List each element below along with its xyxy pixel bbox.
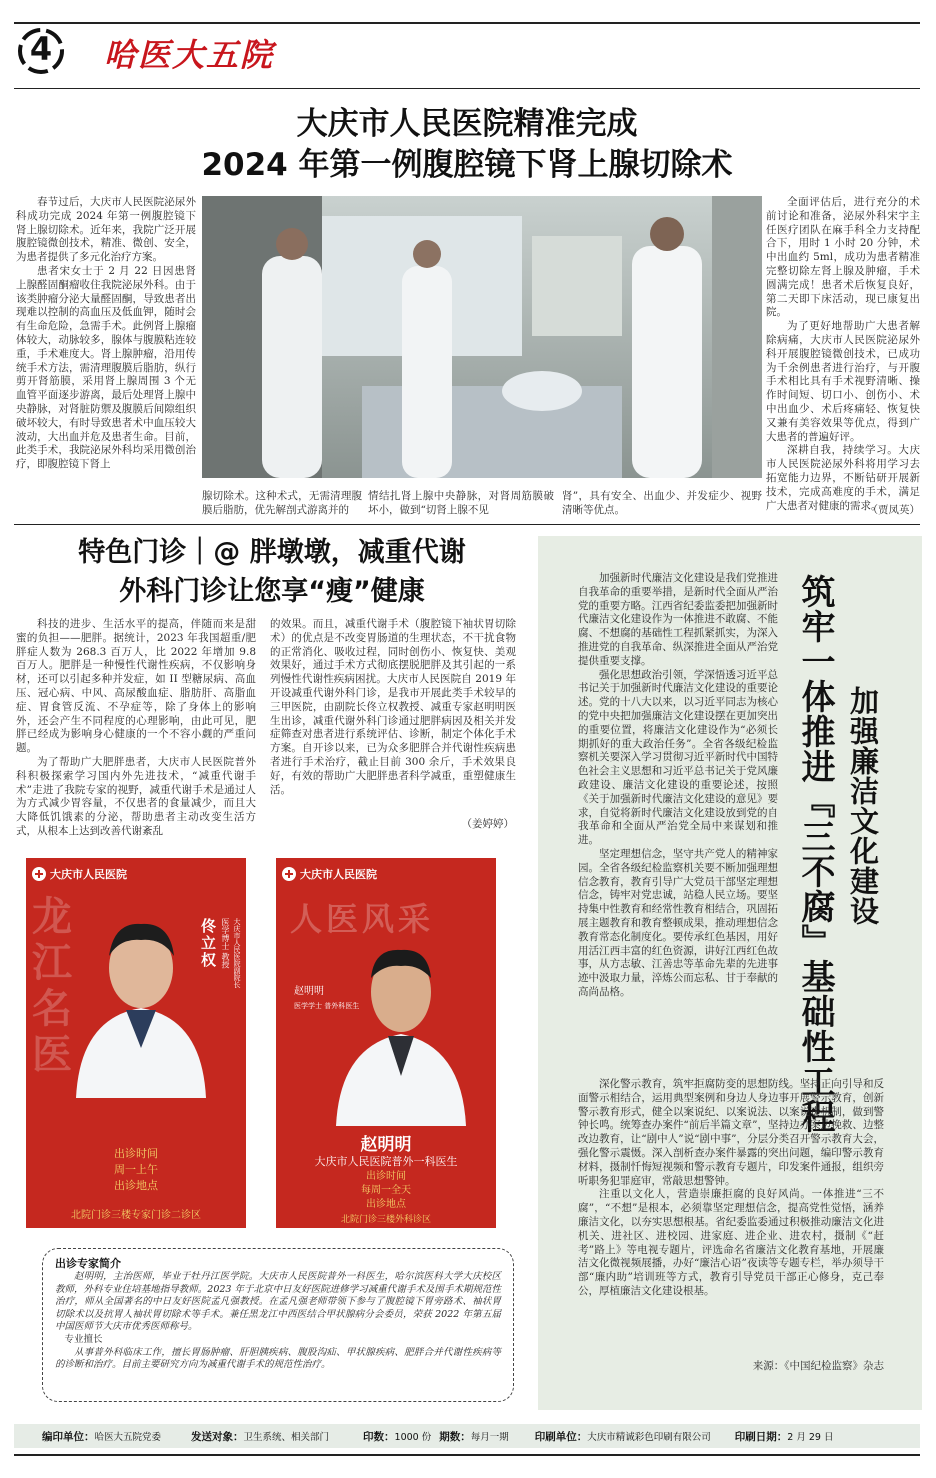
article3-paragraph: 强化思想政治引领，学深悟透习近平总书记关于加强新时代廉洁文化建设的重要论述。党的十八大以来，以习近平同志为核心的党中央把加强廉洁文化建设摆在更加突出的重要位置，将廉洁文化建设作为“必须长期抓好的重大政治任务”。全省各级纪检监察机关要深入学习贯彻习近平新时代中国特色社会主义思想和习近平总书记关于党风廉政建设、廉洁文化建设的重要论述，按照《关于加强新时代廉洁文化建设的意见》要求，自觉将新时代廉洁文化建设放到党的自我革命和全面从严治党全局中来谋划和推进。	[578, 668, 778, 847]
article3-headline-main: 筑牢一体推进『三不腐』基础性工程	[795, 574, 835, 1134]
article1-headline-line1: 大庆市人民医院精准完成	[296, 106, 638, 142]
article1-paragraph: 深耕自我，持续学习。大庆市人民医院泌尿外科将用学习去拓宽能力边界，不断钻研开展新技术，完成高难度的手术，满足广大患者对健康的需求。	[766, 444, 920, 512]
article3-headline-sub: 加强廉洁文化建设	[846, 686, 880, 926]
article1-headline	[14, 104, 920, 186]
page-number-badge	[18, 28, 64, 74]
article3-paragraph: 加强新时代廉洁文化建设是我们党推进自我革命的重要举措，是新时代全面从严治党的重要方略。江西省纪委监委把加强新时代廉洁文化建设作为一体推进不敢腐、不能腐、不想腐的基础性工程抓紧抓实，为深入推进党的自我革命、纵深推进全面从严治党提供重要支撑。	[578, 572, 778, 667]
expert-intro-box	[42, 1248, 514, 1402]
hospital-cross-icon	[282, 867, 296, 881]
poster-hospital-logo	[32, 866, 127, 882]
doctor-portrait-icon	[326, 916, 476, 1126]
footer-copies-value: 1000 份	[394, 1432, 432, 1443]
article1-photo	[202, 196, 762, 478]
footer-issue-label: 期数：	[439, 1430, 471, 1443]
article2-paragraph: 的效果。而且，减重代谢手术（腹腔镜下袖状胃切除术）的优点是不改变胃肠道的生理状态，不干扰食物的正常消化、吸收过程，同时创伤小、恢复快、美观效果好，通过手术方式彻底摆脱肥胖及其引起的一系列慢性代谢性疾病困扰。大庆市人民医院自 2019 年开设减重代谢外科门诊，是我市开展此类手术较早的三甲医院，由副院长佟立权教授、减重专家赵明明医生出诊，减重代谢外科门诊通过肥胖病因及相关并发症筛查对患者进行系统评估、诊断，制定个体化手术方案。自开诊以来，已为众多肥胖合并代谢性疾病患者进行手术治疗，截止目前 300 余斤，手术效果良好，有效的帮助广大肥胖患者科学减重，重塑健康生活。	[270, 618, 516, 796]
article2-headline-line1: 特色门诊｜@ 胖墩墩，减重代谢	[78, 537, 466, 568]
footer-target-label: 发送对象：	[191, 1430, 244, 1443]
article1-left-column	[16, 196, 196, 520]
poster-name-tag: 赵明明 医学学士 普外科医生	[294, 986, 360, 1010]
article1-paragraph: 春节过后，大庆市人民医院泌尿外科成功完成 2024 年第一例腹腔镜下肾上腺切除术。近年来，我院广泛开展腹腔镜微创技术，精准、微创、安全，为患者提供了多元化治疗方案。	[16, 196, 196, 264]
article2-paragraph: 科技的进步、生活水平的提高，伴随而来是甜蜜的负担——肥胖。据统计，2023 年我国超重/肥胖症人数为 268.3 百万人，比 2022 年增加 9.8 百万人。肥胖是一种慢性代谢性疾病，不仅影响身材，还可以引起多种并发症，如 II 型糖尿病、高血压、冠心病、中风、高尿酸血症、脂肪肝、高脂血症、胃食管反流、不孕症等，除了身体上的影响外，还会产生不同程度的心理影响，由此可见，肥胖已经成为影响身心健康的一个不容小觑的严重问题。	[16, 618, 256, 755]
poster-name-block	[198, 918, 220, 969]
article1-caption-col-c: 肾”，具有安全、出血少、并发症少、视野清晰等优点。	[562, 490, 762, 516]
article2-paragraph: 为了帮助广大肥胖患者，大庆市人民医院普外科积极探索学习国内外先进技术，“减重代谢手术”走进了我院专家的视野，减重代谢手术是通过人为方式减少胃容量，不仅患者的食量减少，而且大大降低饥饿素的分泌，帮助患者主动改变生活方式，从根本上达到改善代谢紊乱	[16, 755, 256, 837]
paper-name: 哈医大五院	[104, 36, 275, 74]
poster-bg-text: 龙江名医	[32, 894, 72, 1078]
footer-bottom-rule	[14, 1454, 920, 1456]
article3-paragraph: 注重以文化人，营造崇廉拒腐的良好风尚。一体推进“三不腐”，“不想”是根本，必须靠坚定理想信念，提高党性觉悟，涵养廉洁文化，以夯实思想根基。省纪委监委通过积极推动廉洁文化进机关、进社区、进校园、进家庭、进企业、进农村，摄制《“赶考”路上》等电视专题片，评选命名省廉洁文化教育基地，开展廉洁文化微视频展播，办好“廉洁心语”夜读等专题专栏，举办须导干部“廉内助”培训班等方式，教育引导党员干部正心修身，克己奉公，厚植廉洁文化建设根基。	[578, 1188, 884, 1297]
article1-author: （贾凤英）	[867, 504, 920, 516]
expert-intro-specialty: 从事普外科临床工作，擅长胃肠肿瘤、肝胆胰疾病、腹股沟疝、甲状腺疾病、肥胖合并代谢性疾病等的诊断和治疗。目前主要研究方向为减重代谢手术的规范性治疗。	[55, 1346, 501, 1371]
doctor-portrait-1	[66, 898, 216, 1098]
article1-paragraph: 患者宋女士于 2 月 22 日因患肾上腺醛固酮瘤收住我院泌尿外科。由于该类肿瘤分泌大量醛固酮，导致患者出现难以控制的高血压及低血钾，随时会有生命危险，急需手术。此例肾上腺瘤体较大，动脉较多，腺体与腹膜粘连较重，手术难度大。肾上腺肿瘤，沿用传统手术方法，需清理腹膜后脂肪，纵行剪开肾筋膜，采用肾上腺周围 3 个无血管平面逐步游离，最后处理肾上腺中央静脉，对肾脏防禦及腹膜后间隙组织破坏较大，有时导致患者术中血压较大波动，大出血并危及患者生命。目前，此类手术，我院泌尿外科均采用微创治疗，即腹腔镜下肾上	[16, 264, 196, 471]
article3-paragraph: 深化警示教育，筑牢拒腐防变的思想防线。坚持正向引导和反面警示相结合，运用典型案例和身边人身边事开展警示教育，创新警示教育形式，健全以案说纪、以案说法、以案说责机制，做到警钟长鸣。统筹查办案件“前后半篇文章”，坚持边办案边挽救、边整改边教育，让“剧中人”说“剧中事”，分层分类召开警示教育大会，强化警示震慑。深入剖析查办案件暴露的突出问题，编印警示教育材料，摄制忏悔短视频和警示教育专题片，印发案件通报，组织旁听职务犯罪庭审，常敲思想警钟。	[578, 1078, 884, 1187]
article1-caption-col-b: 情结扎肾上腺中央静脉，对肾周筋膜破坏小，做到“切肾上腺不见	[368, 490, 554, 516]
poster-doctor-title: 大庆市人民医院普外一科医生	[314, 1155, 458, 1168]
poster-location: 北院门诊三楼专家门诊二诊区	[71, 1210, 201, 1221]
article2-column-1	[16, 618, 256, 844]
footer-target-value: 卫生系统、相关部门	[243, 1432, 330, 1443]
footer-printer-label: 印刷单位：	[534, 1430, 588, 1443]
article3-paragraph: 坚定理想信念，坚守共产党人的精神家园。全省各级纪检监察机关要不断加强理想信念教育，教育引导广大党员干部坚定理想信念，铸牢对党忠诚，站稳人民立场。要坚持集中性教育和经常性教育相结合，巩固拓展主题教育和教育整顿成果，推动理想信念教育常态化制度化。要传承红色基因，用好用活江西丰富的红色资源，讲好江西红色故事，从方志敏、江善忠等革命先辈的先进事迹中汲取力量，淬炼公而忘私、甘于奉献的高尚品格。	[578, 847, 778, 998]
poster-hospital-name: 大庆市人民医院	[300, 868, 377, 881]
expert-intro-title: 出诊专家简介	[55, 1257, 121, 1270]
doctor-portrait-icon	[66, 898, 216, 1098]
poster-schedule: 出诊时间 周一上午 出诊地点	[114, 1147, 158, 1192]
footer-bar	[14, 1424, 920, 1448]
footer-copies-label: 印数：	[363, 1430, 395, 1443]
poster-title-line-2-wrap	[232, 918, 246, 988]
poster-bg-text: 人医风采	[290, 900, 435, 938]
article1-caption-col-a: 腺切除术。这种术式，无需清理腹膜后脂肪，优先解剖式游离并的	[202, 490, 362, 516]
article1-headline-line2: 2024 年第一例腹腔镜下肾上腺切除术	[201, 147, 733, 183]
expert-intro-bio: 赵明明，主治医师，毕业于牡丹江医学院。大庆市人民医院普外一科医生，哈尔滨医科大学大庆校区教师，外科专业住培基地指导教师。2023 年于北京中日友好医院进修学习减重代谢手术及围手术期规范性治疗，师从全国著名的中日友好医院孟凡强教授。在孟凡强老师带领下参与了腹腔镜下胃旁路术、袖状胃切除术以及抗胃人袖状胃切除术等手术。兼任黑龙江中西医结合甲状腺病分会委员，荣获 2022 年第五届中国医师节大庆市优秀医师称号。	[55, 1271, 501, 1333]
article2-column-2	[270, 618, 516, 814]
doctor-poster-2	[276, 858, 496, 1228]
poster-title-line: 医学博士 教授	[221, 918, 230, 969]
page-number: 4	[29, 30, 53, 68]
section-divider	[14, 524, 920, 525]
article2-headline-line2: 外科门诊让您享“瘦”健康	[119, 576, 425, 607]
article1-paragraph: 全面评估后，进行充分的术前讨论和准备，泌尿外科宋宇主任医疗团队在麻手科全力支持配合下，用时 1 小时 20 分钟，术中出血约 5ml，成功为患者精准完整切除左肾上腺及肿瘤，手术圆满完成！患者术后恢复良好，第二天即下床活动，现已康复出院。	[766, 196, 920, 319]
poster-title-line: 大庆市人民医院副院长	[233, 918, 241, 988]
doctor-portrait-2	[326, 916, 476, 1126]
footer-date-value: 2 月 29 日	[787, 1432, 834, 1443]
poster-doctor-name: 赵明明	[360, 1135, 412, 1155]
footer-printer-value: 大庆市精诚彩色印刷有限公司	[587, 1432, 711, 1443]
article3-source: 来源：《中国纪检监察》杂志	[752, 1360, 884, 1372]
article3-bottom-text	[578, 1078, 884, 1340]
poster-location: 北院门诊三楼外科诊区	[340, 1215, 431, 1225]
footer-editor-label: 编印单位：	[42, 1430, 95, 1443]
footer-date-label: 印刷日期：	[734, 1430, 788, 1443]
poster-schedule: 出诊时间 每周一全天 出诊地点	[361, 1171, 411, 1210]
poster-doctor-name: 佟立权	[199, 918, 217, 969]
footer-issue-value: 每月一期	[470, 1432, 509, 1443]
poster-hospital-logo	[282, 866, 377, 882]
article2-author: （姜婷婷）	[461, 818, 514, 830]
expert-intro-subtitle: 专业擅长	[64, 1333, 103, 1345]
poster-hospital-name: 大庆市人民医院	[50, 868, 127, 881]
article2-headline	[14, 534, 530, 612]
header-top-rule	[14, 22, 920, 24]
article1-paragraph: 为了更好地帮助广大患者解除病痛，大庆市人民医院泌尿外科开展腹腔镜微创技术，已成功为千余例患者进行治疗，与开腹手术相比具有手术视野清晰、操作时间短、切口小、创伤小、术中出血少、术后疼痛轻、恢复快又兼有美容效果等优点，得到广大患者的普遍好评。	[766, 320, 920, 443]
hospital-cross-icon	[32, 867, 46, 881]
hospital-ward-photo-icon	[202, 196, 762, 478]
footer-editor-value: 哈医大五院党委	[94, 1432, 162, 1443]
doctor-poster-1	[26, 858, 246, 1228]
article3-column	[578, 572, 778, 1082]
header-bottom-rule	[14, 88, 920, 89]
